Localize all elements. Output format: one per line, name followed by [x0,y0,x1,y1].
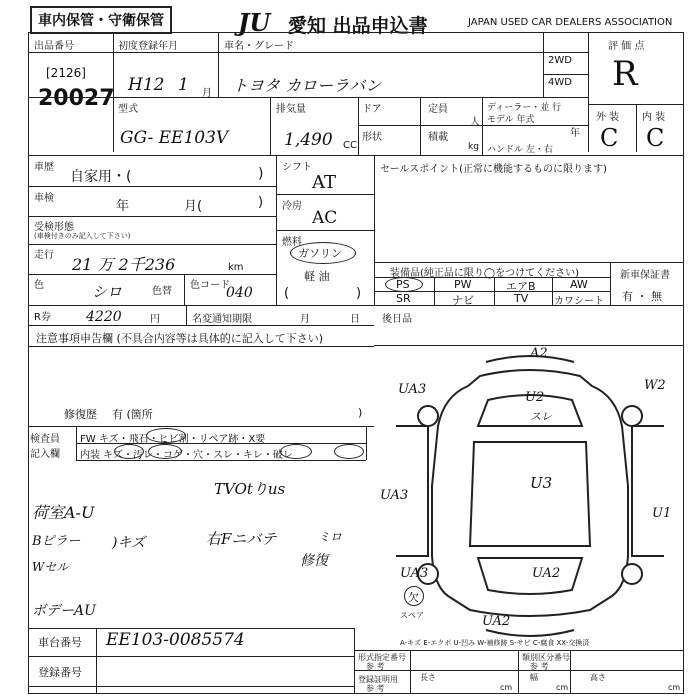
equip-airbag: エアB [506,280,536,293]
ju-logo: JU [238,8,271,37]
repair-value: 有 (箇所 [112,408,153,421]
reg-cert-ref: 参 考 [366,684,385,693]
height-label: 高さ [590,673,606,682]
mark-ua3-bl: UA3 [400,566,429,581]
warranty-value: 有 ・ 無 [622,290,662,303]
sure-circle [280,444,312,459]
length-unit: cm [500,683,513,692]
history-value: 自家用・( [70,169,132,185]
history-close: ) [258,166,264,182]
shift-value: AT [312,172,337,193]
note-pillar: Bピラー [32,534,81,549]
reg-number-label: 登録番号 [38,666,82,679]
mark-ua2-bottom: UA2 [482,614,511,629]
year-unit: 年 [570,128,580,139]
color-code-value: 040 [226,285,253,301]
storage-label: 車内保管・守衛保管 [30,6,172,34]
drive-2wd: 2WD [548,55,572,66]
inspection-close: ) [258,195,264,210]
equip-ps: PS [396,278,410,291]
recycle-label: R券 [34,312,51,323]
inspection-year-unit: 年 [116,199,130,214]
note-wsill: Wセル [32,560,69,574]
lot-small: [2126] [46,66,86,80]
equip-pw: PW [454,278,472,291]
int-label: 内 装 [642,112,666,123]
inspector-label: 検査員 [30,434,60,445]
height-unit: cm [668,683,681,692]
notes-title: 注意事項申告欄 (不具合内容等は具体的に記入して下さい) [36,332,324,345]
record-label: 記入欄 [30,449,60,460]
door-label: ドア [362,104,382,115]
ext-label: 外 装 [596,112,620,123]
fuel-gas: ガソリン [298,247,342,260]
interior-line: 内装 キズ・汚レ・コゲ・穴・スレ・キレ・破レ [80,450,293,461]
color-code-label: 色コード [190,280,230,291]
mark-w2: W2 [644,378,666,393]
grade-value: R [612,54,638,94]
note-fender: 右Fニバテ [206,530,277,548]
ac-label: 冷房 [282,201,302,212]
notice-day: 日 [350,314,360,325]
note-body: ボデーAU [32,603,96,619]
car-name-label: 車名・グレード [224,41,294,52]
capacity-label: 定員 [428,104,448,115]
repair-close: ) [358,406,363,419]
model-label: 型式 [118,104,138,115]
width-unit: cm [556,683,569,692]
int-value: C [646,124,665,152]
displacement-label: 排気量 [276,104,306,115]
load-label: 積載 [428,132,448,143]
receive-note: (車検付きのみ記入して下さい) [34,232,131,240]
mileage-unit: km [228,262,244,273]
cat-label: 類別区分番号 [522,653,570,662]
mark-ua3-tl: UA3 [398,382,427,397]
mark-ua2-b: UA2 [532,566,561,581]
mark-u2: U2 [525,390,545,405]
drive-4wd: 4WD [548,77,572,88]
color-change-label: 色替 [152,286,172,297]
chassis-value: EE103-0085574 [106,630,245,650]
fuel-label: 燃料 [282,237,302,248]
history-label: 車歴 [34,162,54,173]
displacement-unit: CC [343,140,357,151]
memo-label: 後日品 [382,314,412,325]
warranty-label: 新車保証書 [620,270,670,281]
spare-mark: 欠 [408,591,419,604]
fuel-diesel: 軽 油 [304,270,330,283]
kizu-circle [114,444,144,459]
chassis-label: 車台番号 [38,636,82,649]
note-mi: ミロ [318,530,343,544]
first-reg-label: 初度登録年月 [118,41,178,52]
first-reg-value: H12 [128,75,165,95]
equipment-label: 装備品(純正品に限り◯をつけてください) [390,268,579,279]
color-value: シロ [92,283,123,301]
note-kizu: )キズ [112,535,146,551]
equip-tv: TV [514,292,529,305]
receive-label: 受検形態 [34,222,74,233]
mark-sre: スレ [530,410,552,423]
inspection-month-unit: 月( [184,199,203,214]
notice-month: 月 [300,314,310,325]
displacement-value: 1,490 [284,130,333,150]
length-label: 長さ [420,673,436,682]
reg-cert-label: 登録証明用 [358,675,398,684]
capacity-unit: 人 [470,117,480,128]
inspection-label: 車検 [34,193,54,204]
yogore-circle [148,444,182,459]
recycle-value: 4220 [86,309,122,325]
load-unit: kg [468,142,479,152]
width-label: 幅 [530,673,538,682]
fuel-paren-open: ( [284,286,290,301]
spare-label: スペア [400,611,424,620]
equip-sr: SR [396,292,411,305]
ext-value: C [600,124,619,152]
equip-navi: ナビ [452,294,474,307]
color-label: 色 [34,280,44,291]
grade-label: 評 価 点 [608,41,645,52]
note-cargo: 荷室A-U [32,503,95,522]
yabure-circle [334,444,364,459]
cat-ref: 参 考 [530,662,549,671]
lot-label: 出品番号 [34,41,74,52]
mileage-label: 走行 [34,250,54,261]
lot-number: 20027 [38,86,115,111]
month-unit: 月 [202,88,212,99]
car-name-value: トヨタ カローラバン [232,76,382,95]
form-title: 愛知 出品申込書 [288,15,428,37]
note-repair: 修復 [300,553,328,569]
equip-seat: カワシート [554,296,604,307]
shape-label: 形状 [362,132,382,143]
handle-label: ハンドル 左・右 [487,145,553,155]
recycle-unit: 円 [150,314,160,325]
note-tv: TVOtりus [214,480,286,498]
form-subtitle: JAPAN USED CAR DEALERS ASSOCIATION [468,17,673,28]
model-value: GG- EE103V [120,128,229,148]
fw-line: FW キズ・飛石・ヒビ割・リペア跡・X要 [80,434,266,445]
form-cert-label: 形式指定番号 [358,653,406,662]
fuel-paren-close: ) [356,286,362,301]
notice-label: 名変通知期限 [192,314,252,325]
mileage-value: 21 万 2千236 [72,255,176,274]
sales-point-label: セールスポイント(正常に機能するものに限ります) [380,164,607,175]
damage-legend: A-キズ E-エクボ U-凹み W-補修跡 S-サビ C-腐食 XX-交換済 [400,639,590,647]
first-reg-month: 1 [178,75,189,95]
tobi-circle [146,428,186,443]
form-cert-ref: 参 考 [366,662,385,671]
mark-a2-top: A2 [530,346,548,361]
mark-u3: U3 [530,474,553,492]
model-year-label: モデル 年式 [487,115,535,125]
repair-label: 修復歴 [64,408,97,421]
shift-label: シフト [282,162,312,173]
mark-u1: U1 [652,506,672,521]
dealer-label: ディーラー・並 行 [487,103,562,113]
ac-value: AC [312,208,338,228]
equip-aw: AW [570,278,588,291]
mark-ua3-l: UA3 [380,488,409,503]
